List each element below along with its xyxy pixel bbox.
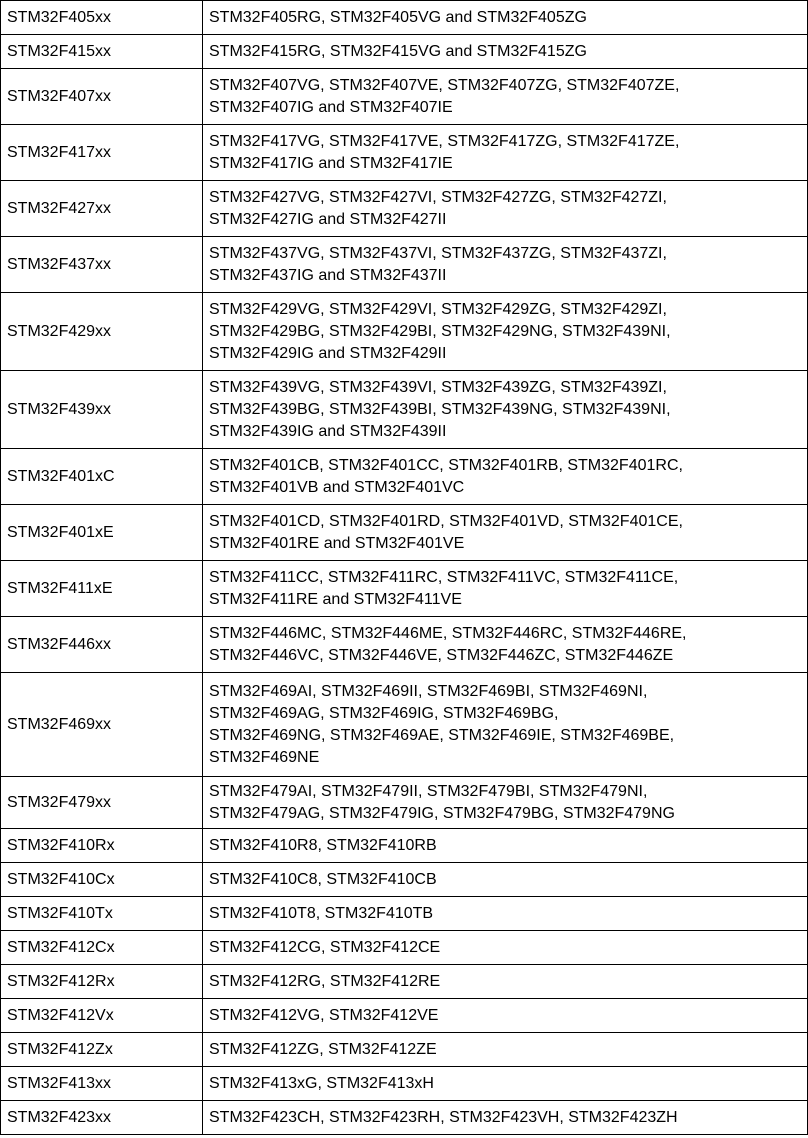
part-numbers-line: STM32F413xG, STM32F413xH <box>209 1074 434 1092</box>
part-numbers-cell <box>203 1067 808 1101</box>
part-numbers-cell <box>203 237 808 293</box>
part-numbers-line: STM32F407VG, STM32F407VE, STM32F407ZG, STM32F407ZE, <box>209 76 680 94</box>
table-row <box>1 69 808 125</box>
part-numbers-line: STM32F410T8, STM32F410TB <box>209 904 434 922</box>
part-numbers-line: STM32F479AG, STM32F479IG, STM32F479BG, STM32F479NG <box>209 804 675 822</box>
table-row <box>1 965 808 999</box>
part-numbers-cell <box>203 1033 808 1067</box>
device-family-cell: STM32F437xx <box>1 237 203 293</box>
table-row <box>1 617 808 673</box>
part-numbers-line: STM32F469AG, STM32F469IG, STM32F469BG, <box>209 704 559 722</box>
part-numbers-cell <box>203 931 808 965</box>
device-family-cell: STM32F417xx <box>1 125 203 181</box>
part-numbers-cell <box>203 897 808 931</box>
device-family-cell: STM32F411xE <box>1 561 203 617</box>
device-family-cell: STM32F410Rx <box>1 829 203 863</box>
part-numbers-cell <box>203 965 808 999</box>
part-numbers-cell <box>203 999 808 1033</box>
table-row <box>1 999 808 1033</box>
device-family-cell: STM32F412Rx <box>1 965 203 999</box>
table-row <box>1 673 808 777</box>
device-family-cell: STM32F401xC <box>1 449 203 505</box>
part-numbers-line: STM32F411CC, STM32F411RC, STM32F411VC, STM32F411CE, <box>209 568 679 586</box>
device-family-cell: STM32F412Vx <box>1 999 203 1033</box>
part-numbers-line: STM32F410C8, STM32F410CB <box>209 870 437 888</box>
table-row <box>1 293 808 371</box>
table-row <box>1 777 808 829</box>
table-row <box>1 1 808 35</box>
table-row <box>1 1101 808 1135</box>
part-numbers-cell <box>203 863 808 897</box>
device-family-cell: STM32F413xx <box>1 1067 203 1101</box>
part-numbers-cell <box>203 829 808 863</box>
device-family-cell: STM32F407xx <box>1 69 203 125</box>
part-numbers-line: STM32F423CH, STM32F423RH, STM32F423VH, STM32F423ZH <box>209 1108 678 1126</box>
part-numbers-line: STM32F412ZG, STM32F412ZE <box>209 1040 437 1058</box>
device-family-cell: STM32F412Zx <box>1 1033 203 1067</box>
table-body <box>1 1 808 1135</box>
device-family-cell: STM32F427xx <box>1 181 203 237</box>
part-numbers-line: STM32F469AI, STM32F469II, STM32F469BI, STM32F469NI, <box>209 682 648 700</box>
part-numbers-line: STM32F401CB, STM32F401CC, STM32F401RB, STM32F401RC, <box>209 456 683 474</box>
table-row <box>1 931 808 965</box>
table-row <box>1 1067 808 1101</box>
table-row <box>1 1033 808 1067</box>
part-numbers-line: STM32F417VG, STM32F417VE, STM32F417ZG, STM32F417ZE, <box>209 132 680 150</box>
part-numbers-cell <box>203 505 808 561</box>
device-family-cell: STM32F401xE <box>1 505 203 561</box>
device-family-cell: STM32F469xx <box>1 673 203 777</box>
part-numbers-line: STM32F427IG and STM32F427II <box>209 210 447 228</box>
table-row <box>1 35 808 69</box>
part-numbers-line: STM32F429IG and STM32F429II <box>209 344 447 362</box>
device-family-cell: STM32F429xx <box>1 293 203 371</box>
part-numbers-line: STM32F412VG, STM32F412VE <box>209 1006 439 1024</box>
device-family-cell: STM32F423xx <box>1 1101 203 1135</box>
part-numbers-line: STM32F401VB and STM32F401VC <box>209 478 465 496</box>
device-family-cell: STM32F446xx <box>1 617 203 673</box>
part-numbers-line: STM32F412RG, STM32F412RE <box>209 972 441 990</box>
part-numbers-cell <box>203 449 808 505</box>
part-numbers-line: STM32F407IG and STM32F407IE <box>209 98 453 116</box>
part-numbers-line: STM32F469NG, STM32F469AE, STM32F469IE, STM32F469BE, <box>209 726 675 744</box>
table-row <box>1 371 808 449</box>
part-numbers-line: STM32F411RE and STM32F411VE <box>209 590 462 608</box>
part-numbers-line: STM32F437VG, STM32F437VI, STM32F437ZG, STM32F437ZI, <box>209 244 667 262</box>
part-numbers-line: STM32F427VG, STM32F427VI, STM32F427ZG, STM32F427ZI, <box>209 188 667 206</box>
part-numbers-cell <box>203 1101 808 1135</box>
part-numbers-line: STM32F437IG and STM32F437II <box>209 266 447 284</box>
part-numbers-cell <box>203 673 808 777</box>
table-row <box>1 561 808 617</box>
part-numbers-line: STM32F439IG and STM32F439II <box>209 422 447 440</box>
device-family-cell: STM32F415xx <box>1 35 203 69</box>
device-family-cell: STM32F479xx <box>1 777 203 829</box>
part-numbers-line: STM32F410R8, STM32F410RB <box>209 836 437 854</box>
device-family-cell: STM32F439xx <box>1 371 203 449</box>
part-numbers-cell <box>203 777 808 829</box>
part-numbers-line: STM32F446MC, STM32F446ME, STM32F446RC, STM32F446RE, <box>209 624 687 642</box>
device-family-cell: STM32F410Tx <box>1 897 203 931</box>
table-row <box>1 897 808 931</box>
device-family-cell: STM32F410Cx <box>1 863 203 897</box>
part-numbers-cell <box>203 69 808 125</box>
table-row <box>1 237 808 293</box>
part-numbers-line: STM32F401CD, STM32F401RD, STM32F401VD, STM32F401CE, <box>209 512 683 530</box>
part-numbers-cell <box>203 1 808 35</box>
part-numbers-line: STM32F405RG, STM32F405VG and STM32F405ZG <box>209 8 587 26</box>
table-row <box>1 863 808 897</box>
part-numbers-cell <box>203 181 808 237</box>
part-numbers-line: STM32F429BG, STM32F429BI, STM32F429NG, STM32F439NI, <box>209 322 671 340</box>
part-numbers-line: STM32F417IG and STM32F417IE <box>209 154 453 172</box>
part-numbers-line: STM32F439BG, STM32F439BI, STM32F439NG, STM32F439NI, <box>209 400 671 418</box>
part-numbers-cell <box>203 125 808 181</box>
part-numbers-line: STM32F412CG, STM32F412CE <box>209 938 441 956</box>
table-row <box>1 449 808 505</box>
part-numbers-cell <box>203 561 808 617</box>
part-numbers-line: STM32F401RE and STM32F401VE <box>209 534 465 552</box>
part-numbers-line: STM32F479AI, STM32F479II, STM32F479BI, STM32F479NI, <box>209 782 648 800</box>
part-numbers-cell <box>203 293 808 371</box>
part-numbers-cell <box>203 35 808 69</box>
part-numbers-line: STM32F446VC, STM32F446VE, STM32F446ZC, STM32F446ZE <box>209 646 674 664</box>
part-numbers-cell <box>203 371 808 449</box>
part-numbers-line: STM32F415RG, STM32F415VG and STM32F415ZG <box>209 42 587 60</box>
device-family-cell: STM32F405xx <box>1 1 203 35</box>
table-row <box>1 505 808 561</box>
table-row <box>1 829 808 863</box>
part-numbers-line: STM32F439VG, STM32F439VI, STM32F439ZG, STM32F439ZI, <box>209 378 667 396</box>
part-numbers-line: STM32F429VG, STM32F429VI, STM32F429ZG, STM32F429ZI, <box>209 300 667 318</box>
part-numbers-cell <box>203 617 808 673</box>
part-numbers-line: STM32F469NE <box>209 748 320 766</box>
device-family-cell: STM32F412Cx <box>1 931 203 965</box>
table-row <box>1 125 808 181</box>
table-row <box>1 181 808 237</box>
